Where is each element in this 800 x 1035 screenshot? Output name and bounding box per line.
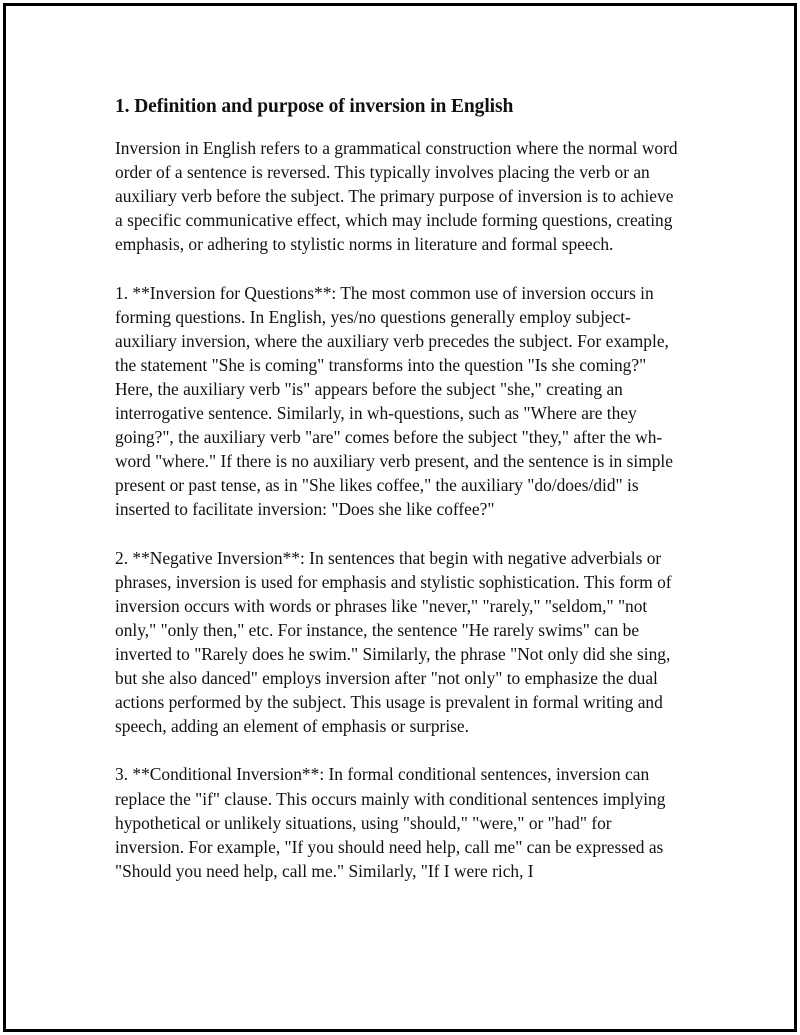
section-heading: 1. Definition and purpose of inversion in English (115, 96, 514, 117)
paragraph-conditional-inversion: 3. **Conditional Inversion**: In formal conditional sentences, inversion can replace the "if" clause. This occurs mainly with conditional sentences implying hypothetical or unlikely situations, using "should," "were," or "had" for inversion. For example, "If you should need help, call me" can be expressed as "Should you need help, call me." Similarly, "If I were rich, I (115, 764, 666, 881)
document-body (115, 93, 685, 907)
paragraph-inversion-questions: 1. **Inversion for Questions**: The most common use of inversion occurs in forming questions. In English, yes/no questions generally employ subject-auxiliary inversion, where the auxiliary verb precedes the subject. For example, the statement "She is coming" transforms into the question "Is she coming?" Here, the auxiliary verb "is" appears before the subject "she," creating an interrogative sentence. Similarly, in wh-questions, such as "Where are they going?", the auxiliary verb "are" comes before the subject "they," after the wh-word "where." If there is no auxiliary verb present, and the sentence is in simple present or past tense, as in "She likes coffee," the auxiliary "do/does/did" is inserted to facilitate inversion: "Does she like coffee?" (115, 282, 673, 520)
paragraph-negative-inversion: 2. **Negative Inversion**: In sentences that begin with negative adverbials or phrases, inversion is used for emphasis and stylistic sophistication. This form of inversion occurs with words or phrases like "never," "rarely," "seldom," "not only," "only then," etc. For instance, the sentence "He rarely swims" can be inverted to "Rarely does he swim." Similarly, the phrase "Not only did she sing, but she also danced" employs inversion after "not only" to emphasize the dual actions performed by the subject. This usage is prevalent in formal writing and speech, adding an element of emphasis or surprise. (115, 547, 672, 737)
paragraph-intro: Inversion in English refers to a grammatical construction where the normal word order of a sentence is reversed. This typically involves placing the verb or an auxiliary verb before the subject. The primary purpose of inversion is to achieve a specific communicative effect, which may include forming questions, creating emphasis, or adhering to stylistic norms in literature and formal speech. (115, 138, 678, 255)
